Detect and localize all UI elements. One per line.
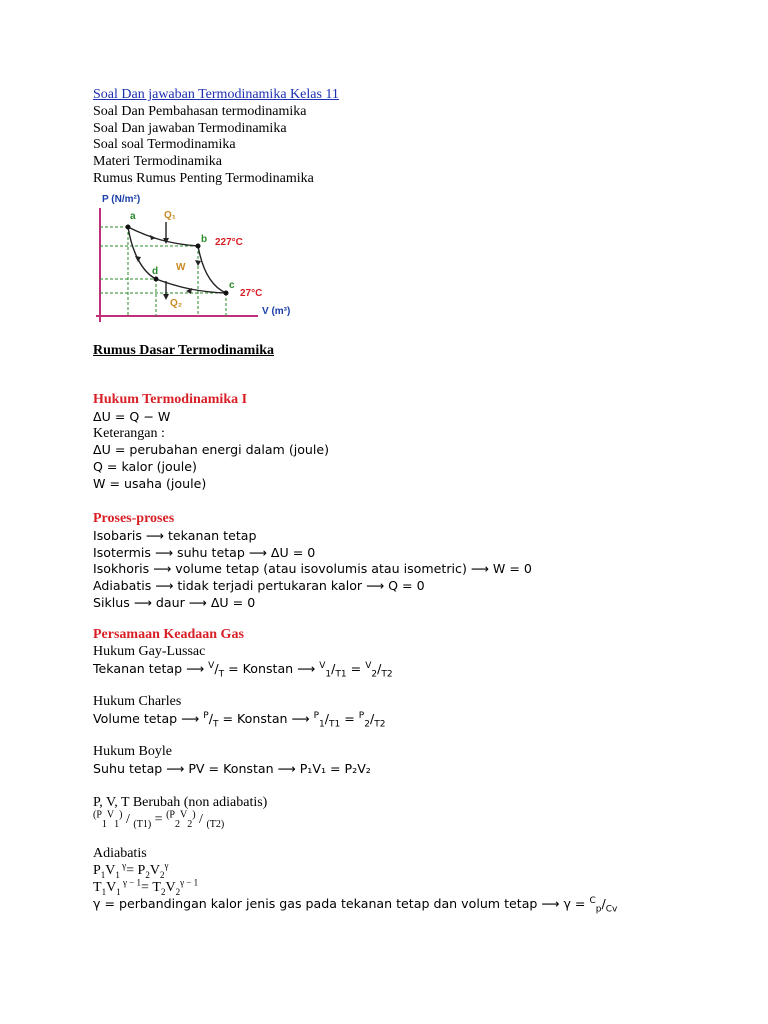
- label-a: a: [130, 211, 136, 222]
- charles-name: Hukum Charles: [93, 694, 182, 709]
- proses-adiabatis: Adiabatis ⟶ tidak terjadi pertukaran kalor ⟶ Q = 0: [93, 578, 425, 594]
- link-soal-jawaban-kelas-11[interactable]: Soal Dan jawaban Termodinamika Kelas 11: [93, 87, 339, 102]
- label-q1: Q₁: [164, 210, 176, 221]
- x-axis-label: V (m³): [262, 306, 291, 317]
- point-c: [224, 291, 229, 296]
- boyle-name: Hukum Boyle: [93, 744, 172, 759]
- adiabatis-formula-2: $T_1V_1$ $^{\gamma - 1}= T_2V_2^{\gamma - 1}$: [93, 876, 199, 897]
- point-b: [196, 244, 201, 249]
- link-soal-pembahasan[interactable]: Soal Dan Pembahasan termodinamika: [93, 103, 307, 119]
- gas-section: [93, 627, 393, 680]
- point-a: [126, 225, 131, 230]
- link-soal-soal[interactable]: Soal soal Termodinamika: [93, 137, 236, 153]
- link-soal-jawaban[interactable]: Soal Dan jawaban Termodinamika: [93, 120, 287, 136]
- proses-section: [93, 511, 532, 612]
- charles-block: [93, 694, 385, 728]
- keterangan-label: Keterangan :: [93, 425, 165, 441]
- adiabat-bc: [198, 246, 226, 293]
- boyle-block: [93, 744, 371, 778]
- proses-isotermis: Isotermis ⟶ suhu tetap ⟶ ΔU = 0: [93, 544, 316, 560]
- adiabatis-formula-1: $P_1V_1$ $^\gamma= P_2V_2^\gamma$: [93, 860, 169, 880]
- pvt-formula: $^{(P}_1^V_1$) / $_{(T1)}$ = $^{(P}_2^V_2$) / $_{(T2)}$: [93, 809, 225, 830]
- adiabatis-block: [93, 846, 617, 913]
- gay-lussac-name: Hukum Gay-Lussac: [93, 643, 206, 659]
- label-w: W: [176, 262, 186, 273]
- label-b: b: [201, 234, 208, 245]
- hukum-1-equation: ΔU = Q − W: [93, 408, 171, 424]
- link-list: [93, 87, 339, 188]
- hukum-1-title: Hukum Termodinamika I: [93, 392, 248, 407]
- proses-siklus: Siklus ⟶ daur ⟶ ΔU = 0: [93, 594, 256, 610]
- section-title: Rumus Dasar Termodinamika: [93, 343, 275, 358]
- isotherm-227: [128, 227, 198, 246]
- proses-isokhoris: Isokhoris ⟶ volume tetap (atau isovolumis atau isometric) ⟶ W = 0: [93, 561, 532, 577]
- hukum-1-section: [93, 392, 329, 493]
- label-27c: 27°C: [240, 288, 263, 299]
- gas-title: Persamaan Keadaan Gas: [93, 627, 244, 642]
- point-d: [154, 277, 159, 282]
- keterangan-du: ΔU = perubahan energi dalam (joule): [93, 442, 330, 458]
- link-materi[interactable]: Materi Termodinamika: [93, 154, 223, 170]
- link-rumus-penting[interactable]: Rumus Rumus Penting Termodinamika: [93, 170, 314, 186]
- charles-formula: Volume tetap ⟶ $^P/_T$ = Konstan ⟶ $^P_1/_{T1} = ^P_2/_{T2}$: [93, 710, 386, 730]
- label-227c: 227°C: [215, 237, 243, 248]
- proses-isobaris: Isobaris ⟶ tekanan tetap: [93, 527, 257, 543]
- gay-lussac-formula: Tekanan tetap ⟶ $^V/_T$ = Konstan ⟶ $^V_1/_{T1} = ^V_2/_{T2}$: [93, 660, 393, 680]
- y-axis-label: P (N/m²): [102, 194, 141, 205]
- label-q2: Q₂: [170, 298, 183, 309]
- label-c: c: [229, 280, 235, 291]
- pv-diagram: [90, 190, 305, 330]
- keterangan-q: Q = kalor (joule): [93, 459, 197, 475]
- adiabatis-name: Adiabatis: [93, 846, 147, 861]
- label-d: d: [152, 266, 159, 277]
- boyle-formula: Suhu tetap ⟶ PV = Konstan ⟶ P₁V₁ = P₂V₂: [93, 760, 371, 776]
- gamma-definition: γ = perbandingan kalor jenis gas pada tekanan tetap dan volum tetap ⟶ $\gamma = ^C_p/_{Cv}$: [93, 896, 618, 915]
- section-title-block: [93, 343, 274, 360]
- pvt-block: [93, 795, 267, 829]
- pvt-name: P, V, T Berubah (non adiabatis): [93, 795, 268, 810]
- proses-title: Proses-proses: [93, 511, 175, 526]
- keterangan-w: W = usaha (joule): [93, 475, 207, 491]
